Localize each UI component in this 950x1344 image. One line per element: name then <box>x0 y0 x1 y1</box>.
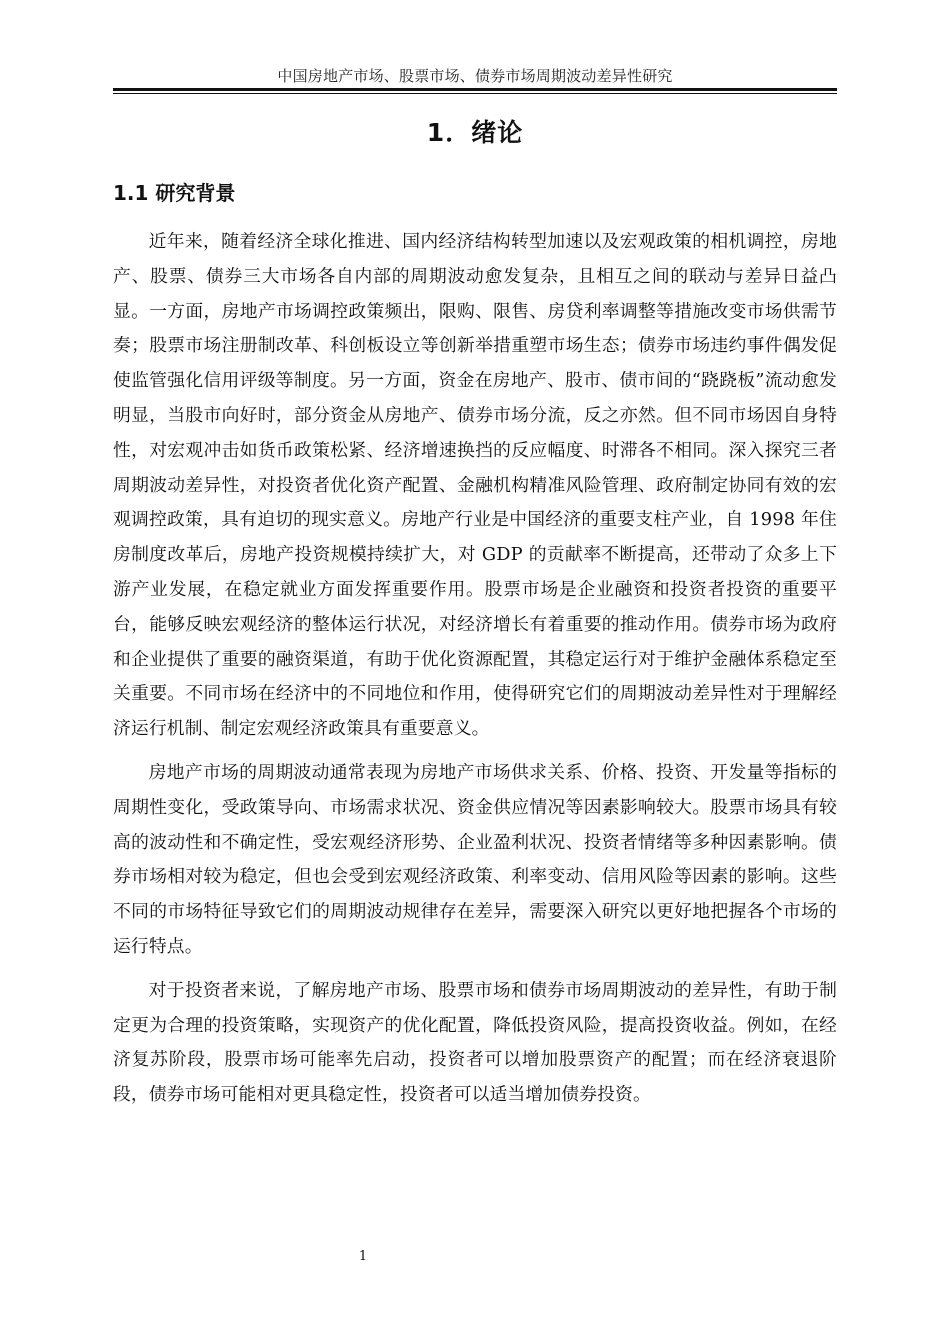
paragraph-1: 近年来，随着经济全球化推进、国内经济结构转型加速以及宏观政策的相机调控，房地产、股票、债券三大市场各自内部的周期波动愈发复杂，且相互之间的联动与差异日益凸显。一方面，房地产市场调控政策频出，限购、限售、房贷利率调整等措施改变市场供需节奏；股票市场注册制改革、科创板设立等创新举措重塑市场生态；债券市场违约事件偶发促使监管强化信用评级等制度。另一方面，资金在房地产、股市、债市间的“跷跷板”流动愈发明显，当股市向好时，部分资金从房地产、债券市场分流，反之亦然。但不同市场因自身特性，对宏观冲击如货币政策松紧、经济增速换挡的反应幅度、时滞各不相同。深入探究三者周期波动差异性，对投资者优化资产配置、金融机构精准风险管理、政府制定协同有效的宏观调控政策，具有迫切的现实意义。房地产行业是中国经济的重要支柱产业，自 1998 年住房制度改革后，房地产投资规模持续扩大，对 GDP 的贡献率不断提高，还带动了众多上下游产业发展，在稳定就业方面发挥重要作用。股票市场是企业融资和投资者投资的重要平台，能够反映宏观经济的整体运行状况，对经济增长有着重要的推动作用。债券市场为政府和企业提供了重要的融资渠道，有助于优化资源配置，其稳定运行对于维护金融体系稳定至关重要。不同市场在经济中的不同地位和作用，使得研究它们的周期波动差异性对于理解经济运行机制、制定宏观经济政策具有重要意义。 <box>113 231 837 740</box>
header-rule-thin <box>113 93 837 94</box>
chapter-title: 1．绪论 <box>426 118 524 147</box>
header-rule-thick <box>113 88 837 91</box>
section-title: 1.1 研究背景 <box>113 181 236 205</box>
page-number: 1 <box>358 1249 368 1264</box>
paragraph-2: 房地产市场的周期波动通常表现为房地产市场供求关系、价格、投资、开发量等指标的周期性变化，受政策导向、市场需求状况、资金供应情况等因素影响较大。股票市场具有较高的波动性和不确定性，受宏观经济形势、企业盈利状况、投资者情绪等多种因素影响。债券市场相对较为稳定，但也会受到宏观经济政策、利率变动、信用风险等因素的影响。这些不同的市场特征导致它们的周期波动规律存在差异，需要深入研究以更好地把握各个市场的运行特点。 <box>113 761 837 957</box>
paragraph-3: 对于投资者来说，了解房地产市场、股票市场和债券市场周期波动的差异性，有助于制定更为合理的投资策略，实现资产的优化配置，降低投资风险，提高投资收益。例如，在经济复苏阶段，股票市场可能率先启动，投资者可以增加股票资产的配置；而在经济衰退阶段，债券市场可能相对更具稳定性，投资者可以适当增加债券投资。 <box>113 979 837 1106</box>
running-header: 中国房地产市场、股票市场、债券市场周期波动差异性研究 <box>277 67 673 85</box>
body-text <box>113 225 837 1122</box>
